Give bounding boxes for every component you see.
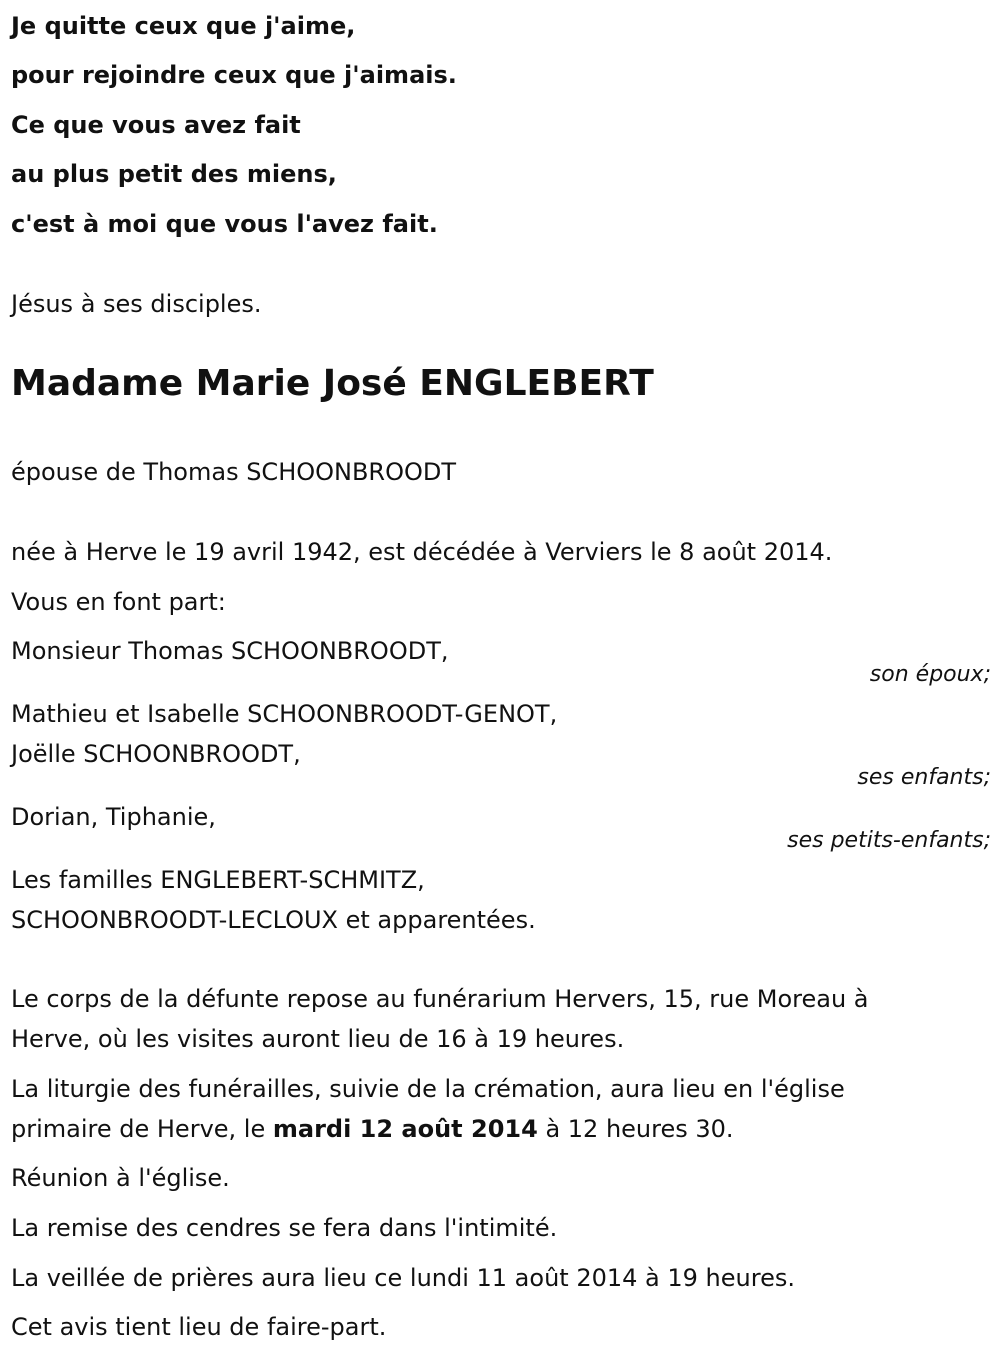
liturgy-line-2-start: primaire de Herve, le (11, 1115, 273, 1143)
liturgy-line-1: La liturgie des funérailles, suivie de la crémation, aura lieu en l'église (11, 1075, 845, 1103)
liturgy-line-2-end: à 12 heures 30. (537, 1115, 734, 1143)
ashes-line: La remise des cendres se fera dans l'intimité. (11, 1214, 558, 1242)
poem-line-1: Je quitte ceux que j'aime, (11, 12, 356, 40)
relation-spouse: son époux; (869, 662, 991, 687)
relation-children: ses enfants; (857, 765, 991, 790)
poem-attribution: Jésus à ses disciples. (11, 290, 262, 318)
meeting-line: Réunion à l'église. (11, 1164, 230, 1192)
poem-line-2: pour rejoindre ceux que j'aimais. (11, 61, 457, 89)
liturgy-line-2 (11, 1114, 734, 1144)
spouse-line: épouse de Thomas SCHOONBROODT (11, 458, 457, 486)
family-intro: Vous en font part: (11, 588, 226, 616)
family-name-spouse: Monsieur Thomas SCHOONBROODT, (11, 637, 449, 665)
funeral-date: mardi 12 août 2014 (272, 1115, 538, 1143)
family-name-grandchildren: Dorian, Tiphanie, (11, 803, 216, 831)
repose-line-1: Le corps de la défunte repose au funérarium Hervers, 15, rue Moreau à (11, 985, 869, 1013)
birth-death-line: née à Herve le 19 avril 1942, est décédée à Verviers le 8 août 2014. (11, 538, 833, 566)
poem-line-5: c'est à moi que vous l'avez fait. (11, 210, 438, 238)
family-name-child-2: Joëlle SCHOONBROODT, (11, 740, 301, 768)
poem-line-4: au plus petit des miens, (11, 160, 337, 188)
closing-line: Cet avis tient lieu de faire-part. (11, 1313, 387, 1341)
family-name-child-1: Mathieu et Isabelle SCHOONBROODT-GENOT, (11, 700, 558, 728)
repose-line-2: Herve, où les visites auront lieu de 16 à 19 heures. (11, 1025, 625, 1053)
poem-line-3: Ce que vous avez fait (11, 111, 301, 139)
deceased-name: Madame Marie José ENGLEBERT (11, 363, 654, 404)
relation-grandchildren: ses petits-enfants; (787, 828, 991, 853)
families-line-1: Les familles ENGLEBERT-SCHMITZ, (11, 866, 425, 894)
families-line-2: SCHOONBROODT-LECLOUX et apparentées. (11, 906, 536, 934)
vigil-line: La veillée de prières aura lieu ce lundi 11 août 2014 à 19 heures. (11, 1264, 795, 1292)
